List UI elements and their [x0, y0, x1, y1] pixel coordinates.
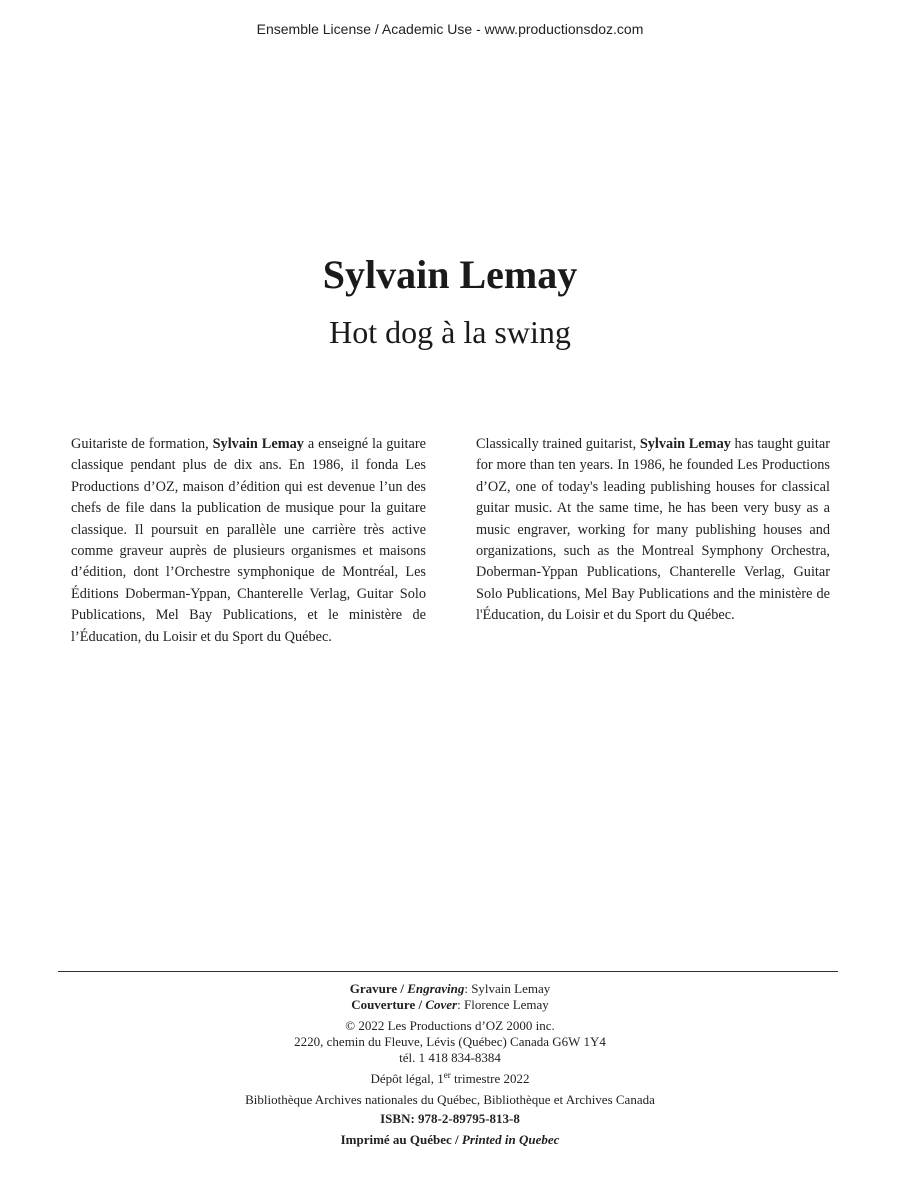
license-line: Ensemble License / Academic Use - www.productionsdoz.com	[256, 21, 644, 37]
address: 2220, chemin du Fleuve, Lévis (Québec) Canada G6W 1Y4	[294, 1034, 606, 1049]
bio-fr-intro: Guitariste de formation,	[71, 436, 209, 452]
legal-deposit: Dépôt légal, 1er trimestre 2022	[370, 1070, 530, 1086]
piece-title: Hot dog à la swing	[329, 314, 571, 350]
phone: tél. 1 418 834-8384	[399, 1050, 501, 1065]
bio-en-intro: Classically trained guitarist,	[476, 436, 637, 452]
cover-credit: Couverture / Cover: Florence Lemay	[351, 997, 549, 1012]
libraries: Bibliothèque Archives nationales du Québec, Bibliothèque et Archives Canada	[245, 1092, 655, 1107]
colophon	[0, 981, 900, 1148]
bio-en-name: Sylvain Lemay	[639, 436, 731, 452]
bio-french	[71, 434, 426, 648]
printed-in: Imprimé au Québec / Printed in Quebec	[340, 1132, 560, 1147]
divider-rule	[58, 971, 838, 972]
isbn: ISBN: 978-2-89795-813-8	[380, 1111, 520, 1126]
engraving-credit: Gravure / Engraving: Sylvain Lemay	[349, 981, 551, 996]
bio-fr-body: a enseigné la guitare classique pendant plus de dix ans. En 1986, il fonda Les Productions d’OZ, maison d’édition qui est devenue l’un des chefs de file dans la publication de musique pour la guitare classique. Il poursuit en parallèle une carrière très active comme graveur auprès de plusieurs organismes et maisons d’édition, dont l’Orchestre symphonique de Montréal, Les Éditions Doberman-Yppan, Chanterelle Verlag, Guitar Solo Publications, Mel Bay Publications, et le ministère de l’Éducation, du Loisir et du Sport du Québec.	[71, 436, 426, 645]
bio-english	[476, 434, 830, 627]
bio-en-body: has taught guitar for more than ten years. In 1986, he founded Les Productions d’OZ, one of today's leading publishing houses for classical guitar music. At the same time, he has been very busy as a music engraver, working for many publishing houses and organizations, such as the Montreal Symphony Orchestra, Doberman-Yppan Publications, Chanterelle Verlag, Guitar Solo Publications, Mel Bay Publications and the ministère de l'Éducation, du Loisir et du Sport du Québec.	[476, 436, 830, 624]
bio-fr-name: Sylvain Lemay	[212, 436, 304, 452]
copyright: © 2022 Les Productions d’OZ 2000 inc.	[345, 1018, 555, 1033]
author-name: Sylvain Lemay	[322, 252, 578, 297]
